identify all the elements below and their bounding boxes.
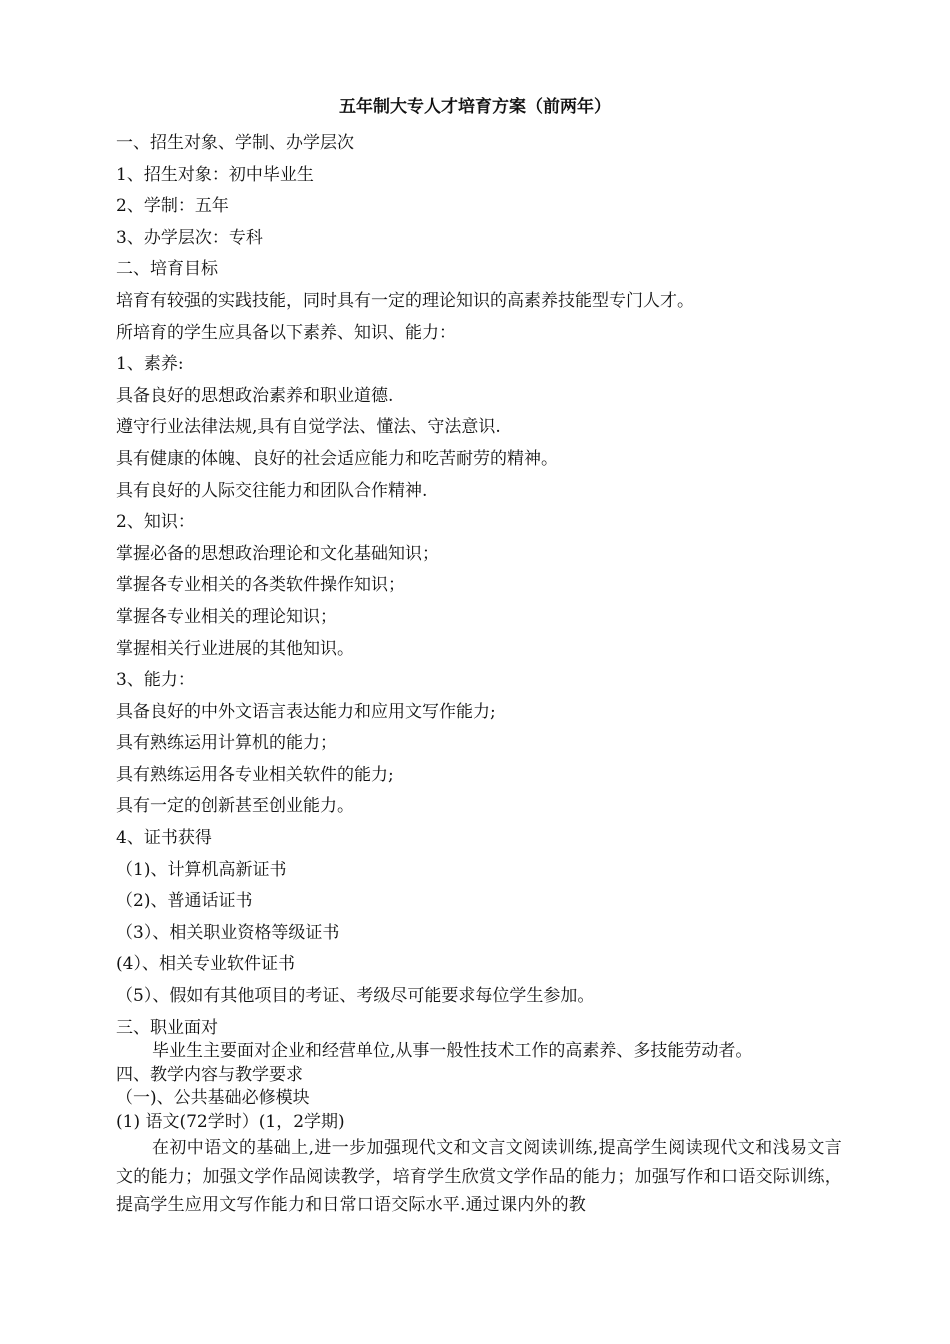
ability-heading: 3、能力： [116,670,195,691]
quality-heading: 1、素养: [116,354,184,375]
knowledge-item: 掌握相关行业进展的其他知识。 [116,638,354,659]
document-body [116,128,842,1220]
knowledge-heading: 2、知识： [116,512,195,533]
ability-item: 具备良好的中外文语言表达能力和应用文写作能力; [116,701,496,722]
certificates-heading: 4、证书获得 [116,828,212,849]
ability-item: 具有熟练运用计算机的能力； [116,733,337,754]
certificate-item: （5）、假如有其他项目的考证、考级尽可能要求每位学生参加。 [116,986,595,1007]
quality-item: 具有良好的人际交往能力和团队合作精神. [116,480,428,501]
knowledge-item: 掌握各专业相关的理论知识； [116,606,337,627]
ability-item: 具有一定的创新甚至创业能力。 [116,796,354,817]
section4-paragraph: 在初中语文的基础上,进一步加强现代文和文言文阅读训练,提高学生阅读现代文和浅易文言文的能力；加强文学作品阅读教学，培育学生欣赏文学作品的能力；加强写作和口语交际训练，提高学生应用文写作能力和日常口语交际水平.通过课内外的教 [116,1138,842,1216]
section2-intro: 培育有较强的实践技能，同时具有一定的理论知识的高素养技能型专门人才。 [116,290,694,311]
quality-item: 遵守行业法律法规,具有自觉学法、懂法、守法意识. [116,417,501,438]
section1-item: 1、招生对象：初中毕业生 [116,164,314,185]
section3-heading: 三、职业面对 [116,1017,218,1038]
section1-heading: 一、招生对象、学制、办学层次 [116,133,354,153]
quality-item: 具有健康的体魄、良好的社会适应能力和吃苦耐劳的精神。 [116,448,558,469]
knowledge-item: 掌握必备的思想政治理论和文化基础知识； [116,543,439,564]
section4-module: （一)、公共基础必修模块 [116,1088,310,1109]
certificate-item: （1)、计算机高新证书 [116,859,287,880]
section4-course: (1) 语文(72学时）(1，2学期) [116,1111,345,1132]
quality-item: 具备良好的思想政治素养和职业道德. [116,385,394,406]
ability-item: 具有熟练运用各专业相关软件的能力; [116,764,394,785]
certificate-item: （2)、普通话证书 [116,891,253,912]
certificate-item: （3）、相关职业资格等级证书 [116,922,340,943]
section1-item: 3、办学层次：专科 [116,227,263,248]
section2-heading: 二、培育目标 [116,259,218,280]
section3-text: 毕业生主要面对企业和经营单位,从事一般性技术工作的高素养、多技能劳动者。 [152,1041,753,1062]
certificate-item: (4）、相关专业软件证书 [116,954,295,975]
section1-item: 2、学制：五年 [116,196,229,217]
section4-heading: 四、教学内容与教学要求 [116,1064,303,1085]
section2-intro: 所培育的学生应具备以下素养、知识、能力： [116,322,456,343]
document-title: 五年制大专人才培育方案（前两年） [339,97,611,117]
knowledge-item: 掌握各专业相关的各类软件操作知识； [116,575,405,596]
